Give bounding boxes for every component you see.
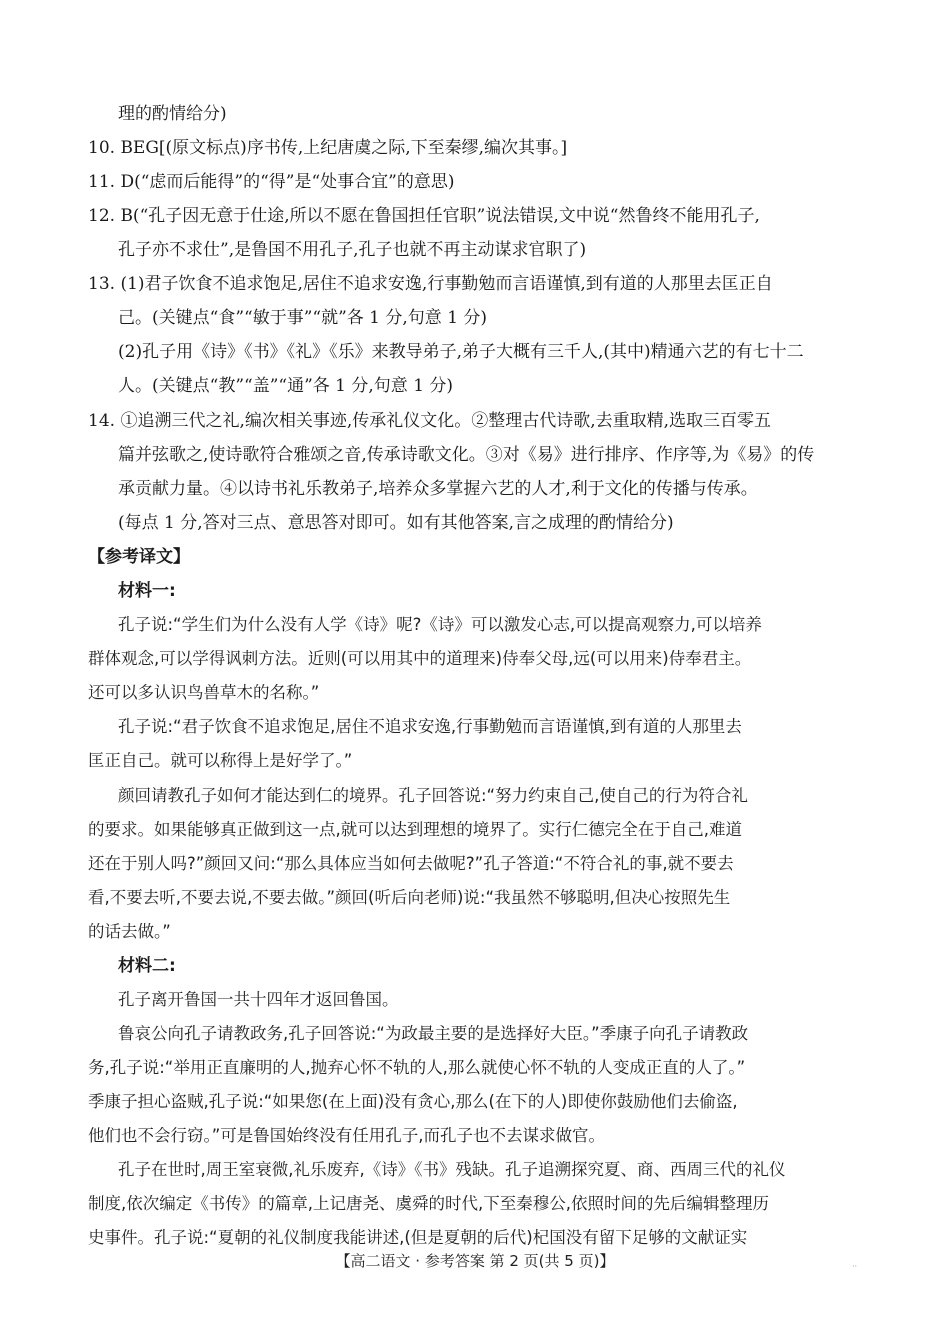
answer-14-line-2: 篇并弦歌之,使诗歌符合雅颂之音,传承诗歌文化。③对《易》进行排序、作序等,为《易》的传 <box>118 445 815 465</box>
material-1-para-1-line-1: 孔子说:“学生们为什么没有人学《诗》呢?《诗》可以激发心志,可以提高观察力,可以培养 <box>118 615 762 634</box>
material-2-para-2-line-2: 务,孔子说:“举用正直廉明的人,抛弃心怀不轨的人,那么就使心怀不轨的人变成正直的人了。” <box>88 1058 746 1077</box>
answer-continuation: 理的酌情给分) <box>118 104 227 124</box>
material-2-para-2-line-3: 季康子担心盗贼,孔子说:“如果您(在上面)没有贪心,那么(在下的人)即使你鼓励他们去偷盗, <box>88 1092 738 1111</box>
answer-13-1-line-2: 己。(关键点“食”“敏于事”“就”各 1 分,句意 1 分) <box>118 308 488 328</box>
page-footer: 【高二语文 · 参考答案 第 2 页(共 5 页)】 <box>335 1252 615 1270</box>
answer-13-2-line-1: (2)孔子用《诗》《书》《礼》《乐》来教导弟子,弟子大概有三千人,(其中)精通六艺的有七十二 <box>118 342 804 362</box>
material-1-para-3-line-2: 的要求。如果能够真正做到这一点,就可以达到理想的境界了。实行仁德完全在于自己,难道 <box>88 820 742 839</box>
material-2-para-2-line-4: 他们也不会行窃。”可是鲁国始终没有任用孔子,而孔子也不去谋求做官。 <box>88 1126 606 1145</box>
answer-10: 10. BEG[(原文标点)序书传,上纪唐虞之际,下至秦缪,编次其事。] <box>88 138 568 158</box>
material-2-para-3-line-1: 孔子在世时,周王室衰微,礼乐废弃,《诗》《书》残缺。孔子追溯探究夏、商、西周三代的礼仪 <box>118 1160 786 1179</box>
material-1-para-3-line-1: 颜回请教孔子如何才能达到仁的境界。孔子回答说:“努力约束自己,使自己的行为符合礼 <box>118 786 748 805</box>
material-2-title: 材料二: <box>118 956 176 976</box>
material-2-para-3-line-2: 制度,依次编定《书传》的篇章,上记唐尧、虞舜的时代,下至秦穆公,依照时间的先后编辑整理历 <box>88 1194 769 1213</box>
answer-13-2-line-2: 人。(关键点“教”“盖”“通”各 1 分,句意 1 分) <box>118 376 454 396</box>
material-2-para-2-line-1: 鲁哀公向孔子请教政务,孔子回答说:“为政最主要的是选择好大臣。”季康子向孔子请教政 <box>118 1024 749 1043</box>
answer-14-line-4: (每点 1 分,答对三点、意思答对即可。如有其他答案,言之成理的酌情给分) <box>118 513 674 533</box>
material-1-para-3-line-5: 的话去做。” <box>88 922 171 941</box>
material-1-para-3-line-4: 看,不要去听,不要去说,不要去做。”颜回(听后向老师)说:“我虽然不够聪明,但决心按照先生 <box>88 888 731 907</box>
material-1-para-3-line-3: 还在于别人吗?”颜回又问:“那么具体应当如何去做呢?”孔子答道:“不符合礼的事,就不要去 <box>88 854 734 873</box>
corner-mark: ·· <box>852 1262 858 1271</box>
answer-14-line-3: 承贡献力量。④以诗书礼乐教弟子,培养众多掌握六艺的人才,利于文化的传播与传承。 <box>118 479 758 499</box>
answer-13-1-line-1: 13. (1)君子饮食不追求饱足,居住不追求安逸,行事勤勉而言语谨慎,到有道的人那里去匡正自 <box>88 274 773 294</box>
translation-heading: 【参考译文】 <box>88 547 190 567</box>
material-1-title: 材料一: <box>118 581 176 601</box>
material-1-para-1-line-2: 群体观念,可以学得讽刺方法。近则(可以用其中的道理来)侍奉父母,远(可以用来)侍奉君主。 <box>88 649 752 668</box>
material-1-para-2-line-2: 匡正自己。就可以称得上是好学了。” <box>88 751 353 770</box>
material-2-para-1-line-1: 孔子离开鲁国一共十四年才返回鲁国。 <box>118 990 399 1009</box>
answer-12-line-1: 12. B(“孔子因无意于仕途,所以不愿在鲁国担任官职”说法错误,文中说“然鲁终不能用孔子, <box>88 206 760 226</box>
answer-12-line-2: 孔子亦不求仕”,是鲁国不用孔子,孔子也就不再主动谋求官职了) <box>118 240 587 260</box>
answer-14-line-1: 14. ①追溯三代之礼,编次相关事迹,传承礼仪文化。②整理古代诗歌,去重取精,选取三百零五 <box>88 411 772 431</box>
material-1-para-1-line-3: 还可以多认识鸟兽草木的名称。” <box>88 683 320 702</box>
material-1-para-2-line-1: 孔子说:“君子饮食不追求饱足,居住不追求安逸,行事勤勉而言语谨慎,到有道的人那里去 <box>118 717 742 736</box>
answer-11: 11. D(“虑而后能得”的“得”是“处事合宜”的意思) <box>88 172 455 192</box>
material-2-para-3-line-3: 史事件。孔子说:“夏朝的礼仪制度我能讲述,(但是夏朝的后代)杞国没有留下足够的文献证实 <box>88 1228 748 1247</box>
